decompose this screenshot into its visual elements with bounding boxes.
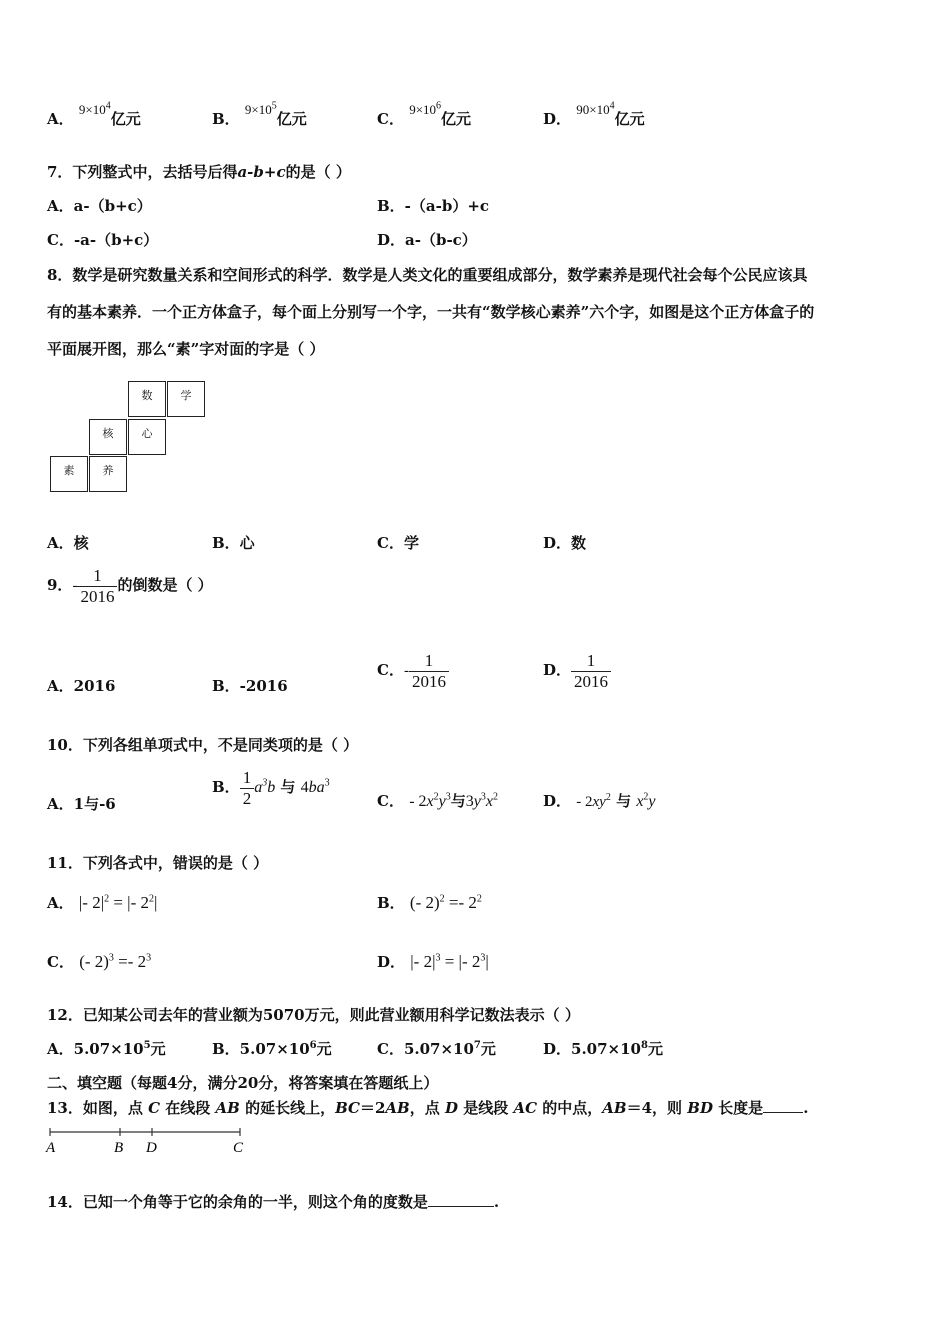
q7-option-d: D．a-（b-c） [377, 231, 477, 249]
q9-option-b: B．-2016 [212, 677, 288, 695]
label-a: A [46, 1140, 56, 1156]
q9-stem: 9．- $\frac{1}{2016}$ 的倒数是（ ） [47, 566, 213, 606]
q12-option-c: C．$5.07\times 10^7$元 [377, 1040, 496, 1058]
q10-option-d: D． - $2xy^2$ 与 $x^2y$ [543, 791, 656, 810]
q7-option-b: B．-（a-b）+c [377, 197, 490, 215]
q11-option-c: C． (- $2)^3 =- 2^3$ [47, 952, 152, 971]
label-b: B [114, 1140, 124, 1156]
net-cell-shu: 数 [128, 381, 166, 417]
q11-option-a: A． |- $2|^2$ = |- $2^2|$ [47, 893, 158, 912]
q7-stem: 7．下列整式中，去括号后得a-b+c的是（ ） [47, 163, 351, 181]
q9-option-a: A．2016 [47, 677, 116, 695]
q6-option-d-math: $90\times 10^4$ [576, 100, 615, 117]
q9-option-d: D． $\frac{1}{2016}$ [543, 651, 611, 691]
q7-option-a: A．a-（b+c） [47, 197, 152, 215]
q6-option-b: B． $9\times 10^5$亿元 [212, 100, 307, 128]
q8-option-b: B．心 [212, 534, 255, 552]
q13-answer-blank[interactable] [763, 1098, 803, 1113]
q11-stem: 11．下列各式中，错误的是（ ） [47, 854, 269, 872]
q10-stem: 10．下列各组单项式中，不是同类项的是（ ） [47, 736, 359, 754]
q6-option-c-math: $9\times 10^6$ [409, 100, 442, 117]
q11-option-d: D． |- $2|^3$ = |- $2^3|$ [377, 952, 489, 971]
q12-stem: 12．已知某公司去年的营业额为5070万元，则此营业额用科学记数法表示（ ） [47, 1006, 580, 1024]
net-cell-xue: 学 [167, 381, 205, 417]
q8-stem-line1: 8．数学是研究数量关系和空间形式的科学．数学是人类文化的重要组成部分，数学素养是现代社会每个公民应该具 [47, 266, 808, 284]
net-cell-xin: 心 [128, 419, 166, 455]
q7-option-c: C．-a-（b+c） [47, 231, 159, 249]
q8-option-a: A．核 [47, 534, 89, 552]
q6-option-a-math: $9\times 10^4$ [78, 100, 111, 117]
q14-answer-blank[interactable] [428, 1192, 494, 1207]
q8-stem-line2: 有的基本素养．一个正方体盒子，每个面上分别写一个字，一共有“数学核心素养”六个字，如图是这个正方体盒子的 [47, 303, 815, 321]
q14-stem: 14．已知一个角等于它的余角的一半，则这个角的度数是 . [47, 1193, 500, 1211]
label-d: D [146, 1140, 157, 1156]
q8-stem-line3: 平面展开图，那么“素”字对面的字是（ ） [47, 340, 325, 358]
net-cell-he: 核 [89, 419, 127, 455]
q12-option-d: D．$5.07\times 10^8$元 [543, 1040, 663, 1058]
q10-option-a: A．1与-6 [47, 795, 116, 813]
q6-option-b-math: $9\times 10^5$ [244, 100, 277, 117]
net-cell-yang: 养 [89, 456, 127, 492]
q10-option-c: C． - $2x^2y^3$与$3y^3x^2$ [377, 791, 498, 810]
label-c: C [233, 1140, 244, 1156]
q10-option-b: B． $\frac{1}{2}$ $a^3b$ 与 $4ba^3$ [212, 768, 330, 808]
q11-option-b: B． (- $2)^2 =- 2^2$ [377, 893, 482, 912]
q13-segment-figure [44, 1124, 254, 1160]
q8-option-c: C．学 [377, 534, 419, 552]
section-2-heading: 二、填空题（每题4分，满分20分，将答案填在答题纸上） [47, 1074, 439, 1092]
q9-option-c: C．- $\frac{1}{2016}$ [377, 651, 449, 691]
q6-option-a: A． $9\times 10^4$亿元 [47, 100, 141, 128]
q8-option-d: D．数 [543, 534, 587, 552]
q12-option-a: A．$5.07\times 10^5$元 [47, 1040, 166, 1058]
q6-option-c: C． $9\times 10^6$亿元 [377, 100, 472, 128]
q13-stem: 13．如图，点 C 在线段 AB 的延长线上，BC＝2AB，点 D 是线段 AC 的中点，AB＝4，则 BD 长度是 . [47, 1099, 809, 1117]
q12-option-b: B．$5.07\times 10^6$元 [212, 1040, 332, 1058]
q9-fraction: $\frac{1}{2016}$ [77, 566, 117, 606]
q6-option-d: D． $90\times 10^4$亿元 [543, 100, 645, 128]
net-cell-su: 素 [50, 456, 88, 492]
